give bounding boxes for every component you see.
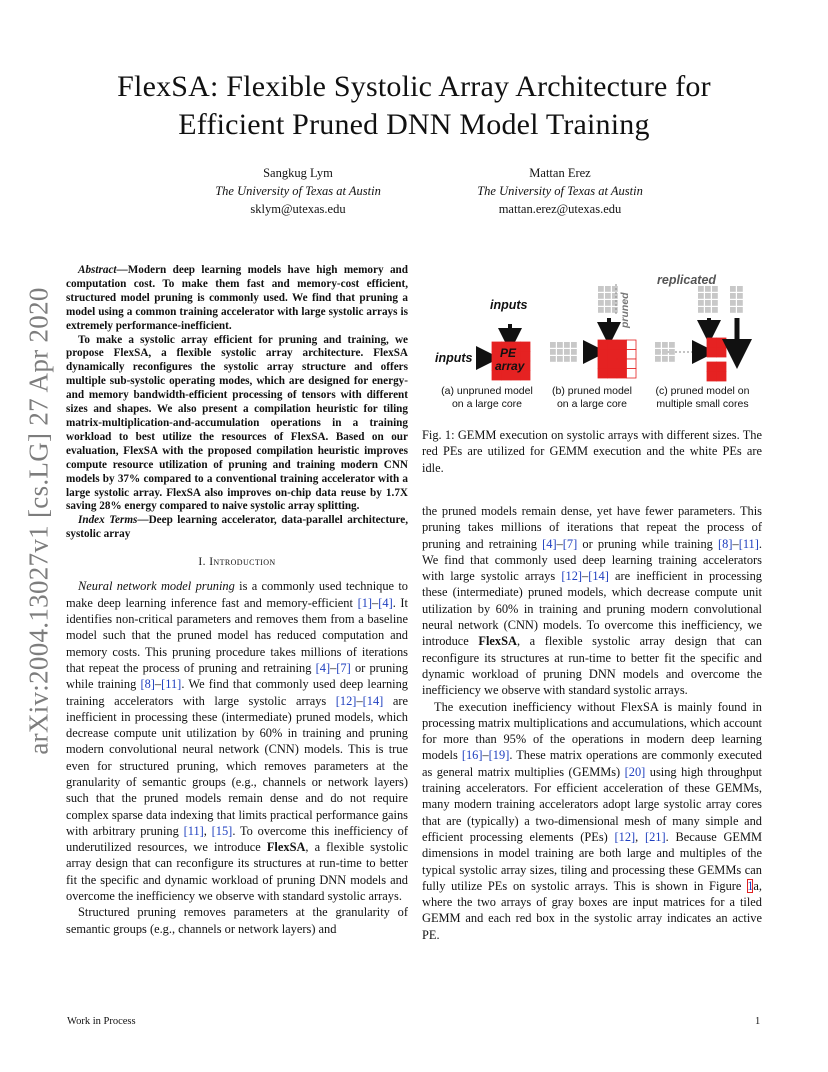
pe-cell <box>598 340 608 350</box>
index-terms-lead: Index Terms <box>78 514 138 527</box>
fig-label-b <box>542 385 642 411</box>
input-block-gray <box>598 307 604 313</box>
citation-link[interactable]: [4] <box>542 536 557 551</box>
citation-link[interactable]: [4] <box>315 660 331 675</box>
intro-paragraph-1 <box>66 578 408 904</box>
input-block-gray <box>612 293 618 299</box>
citation-link[interactable]: [12] <box>614 829 636 844</box>
text: . These matrix operations are commonly executed as general matrix multiplies (GEMMs) <box>422 748 762 779</box>
text: a, where the two arrays of gray boxes are input matrices for a tiled GEMM and each red box in the systolic array indicates an active PE. <box>422 878 762 942</box>
input-block-gray <box>730 300 736 306</box>
input-block-gray <box>605 286 611 292</box>
input-block-gray <box>557 356 563 362</box>
input-block-gray <box>598 293 604 299</box>
emphasis: Neural network model pruning <box>78 579 235 594</box>
figure-caption: Fig. 1: GEMM execution on systolic arrays with different sizes. The red PEs are utilized for GEMM execution and the white PEs are idle. <box>422 428 762 475</box>
input-block-gray <box>669 356 675 362</box>
text: – <box>732 536 739 551</box>
intro-paragraph-2: Structured pruning removes parameters at the granularity of semantic groups (e.g., channels or network layers) and <box>66 905 408 936</box>
text: – <box>356 693 363 708</box>
input-block-gray <box>662 342 668 348</box>
input-block-gray <box>655 356 661 362</box>
flexsa-bold: FlexSA <box>478 634 517 649</box>
input-block-gray <box>571 342 577 348</box>
input-block-gray <box>669 349 675 355</box>
text: . Because GEMM dimensions in model training are both large and multiples of the typical systolic array sizes, tiling and processing these GEMMs can fully utilize PEs on systolic arrays. This is shown in Figure <box>422 829 763 893</box>
author-email: mattan.erez@utexas.edu <box>498 202 622 216</box>
text: – <box>372 595 379 610</box>
fig-label-c <box>645 385 760 411</box>
text: or pruning while training <box>66 660 409 692</box>
paper-title <box>0 68 828 144</box>
label-line: (b) pruned model <box>552 385 632 397</box>
input-block-gray <box>598 286 604 292</box>
input-block-gray <box>571 349 577 355</box>
input-block-gray <box>571 356 577 362</box>
text: – <box>154 677 162 692</box>
input-block-gray <box>598 300 604 306</box>
input-block-gray <box>698 300 704 306</box>
footer-note: Work in Process <box>67 1016 136 1027</box>
text: – <box>556 536 563 551</box>
text: The execution inefficiency without FlexSA is mainly found in processing matrix multiplications and accumulations, which account for more than 95% of the operations in modern deep learning models <box>422 699 762 763</box>
text: using high throughput training accelerators. For efficient acceleration of these GEMMs, many modern training accelerators adopt large systolic array cores that are (typically) a two-dimensional mesh of many simple and efficient processing elements (PEs) <box>422 764 762 844</box>
input-block-gray <box>557 342 563 348</box>
input-block-gray <box>564 342 570 348</box>
text: are inefficient in processing these (intermediate) pruned models, which decrease compute unit utilization by 60% in training and pruning modern convolutional neural network (CNN) models. To overcome this inefficiency, we introduce <box>422 569 762 649</box>
text: , <box>203 823 212 838</box>
author-block-1 <box>168 164 428 218</box>
section-heading <box>66 554 408 570</box>
author-name: Sangkug Lym <box>263 166 333 180</box>
citation-link[interactable]: [1] <box>357 595 373 610</box>
citation-link[interactable]: [21] <box>644 829 666 844</box>
pe-cell <box>598 350 608 360</box>
pe-cell <box>627 359 637 369</box>
right-paragraph-2 <box>422 699 762 943</box>
citation-link[interactable]: [8] <box>718 536 733 551</box>
pe-cell-active <box>717 338 727 348</box>
text: , a flexible systolic array design that can reconfigure its structures at run-time to better fit the specific and dynamic workload of pruning DNN models and overcome the inefficiency we observe with standard systolic arrays. <box>422 634 762 698</box>
section-title: Introduction <box>209 556 276 569</box>
right-paragraph-1 <box>422 503 762 699</box>
figure-ref-link[interactable]: 1 <box>747 878 754 893</box>
input-block-gray <box>698 307 704 313</box>
text: , a flexible systolic array design that can reconfigure its structures at run-time to better fit the specific and dynamic workload of pruning DNN models and overcome the inefficiency we observe with standard systolic arrays. <box>66 840 408 904</box>
pe-cell <box>617 350 627 360</box>
left-column <box>66 264 408 937</box>
label-line: (c) pruned model on <box>655 385 750 397</box>
input-block-gray <box>605 307 611 313</box>
text: – <box>582 569 589 584</box>
text: is a commonly used technique to make deep learning inference fast and memory-efficient <box>66 579 408 610</box>
pe-cell <box>608 359 618 369</box>
text: are inefficient in processing these (intermediate) pruned models, which decrease compute unit utilization by 60% in training and pruning modern convolutional neural network (CNN) models. This is true even for structured pruning, which removes parameters at the granularity of semantic groups (e.g., channels or network layers) such that the pruned models remain dense and do not require complex sparse data indexing that limits practical performance gains with arbitrary pruning <box>66 693 408 838</box>
abstract <box>66 264 408 542</box>
input-block-gray <box>557 349 563 355</box>
page-number: 1 <box>755 1016 761 1027</box>
inputs-top-label: inputs <box>490 298 528 312</box>
array-label: array <box>495 359 525 373</box>
pe-cell <box>608 369 618 379</box>
citation-link[interactable]: [7] <box>562 536 578 551</box>
pe-cell-active <box>707 362 717 372</box>
input-block-gray <box>605 300 611 306</box>
pe-cell-active <box>707 372 717 382</box>
title-line-1: FlexSA: Flexible Systolic Array Architecture for <box>117 70 711 103</box>
flexsa-bold: FlexSA <box>266 840 306 855</box>
label-line: on a large core <box>556 398 628 410</box>
citation-link[interactable]: [12] <box>335 693 357 708</box>
input-block-gray <box>730 307 736 313</box>
input-block-gray <box>550 356 556 362</box>
citation-link[interactable]: [12] <box>561 569 583 584</box>
input-block-gray <box>737 286 743 292</box>
input-block-gray <box>705 307 711 313</box>
pe-cell <box>598 369 608 379</box>
pe-cell <box>617 340 627 350</box>
author-email: sklym@utexas.edu <box>250 202 346 216</box>
label-line: multiple small cores <box>656 398 749 410</box>
citation-link[interactable]: [14] <box>588 569 609 584</box>
pe-cell <box>617 359 627 369</box>
input-block-gray <box>730 286 736 292</box>
label-line: on a large core <box>451 398 523 410</box>
index-terms: —Deep learning accelerator, data-parallel architecture, systolic array <box>66 514 408 541</box>
citation-link[interactable]: [4] <box>378 595 393 610</box>
pruned-label: pruned <box>619 292 631 328</box>
pe-cell-active <box>707 338 717 348</box>
author-affiliation: The University of Texas at Austin <box>215 184 381 198</box>
label-line: (a) unpruned model <box>441 385 533 397</box>
pe-cell <box>627 350 637 360</box>
title-line-2: Efficient Pruned DNN Model Training <box>178 108 650 141</box>
citation-link[interactable]: [11] <box>161 677 182 692</box>
pe-cell-active <box>707 348 717 358</box>
citation-link[interactable]: [11] <box>738 536 759 551</box>
citation-link[interactable]: [19] <box>488 748 510 763</box>
text: the pruned models remain dense, yet have fewer parameters. This pruning takes millions of iterations that repeat the process of pruning and retraining <box>422 504 762 551</box>
input-block-gray <box>698 293 704 299</box>
input-block-gray <box>737 300 743 306</box>
input-block-gray <box>669 342 675 348</box>
abstract-lead: Abstract <box>78 264 117 276</box>
citation-link[interactable]: [16] <box>461 748 483 763</box>
text: – <box>330 660 337 675</box>
pe-label: PE <box>500 346 517 360</box>
citation-link[interactable]: [15] <box>211 823 233 838</box>
fig-label-a <box>432 385 542 411</box>
pe-cell-active <box>717 348 727 358</box>
pe-cell-active <box>521 342 531 352</box>
pe-cell <box>617 369 627 379</box>
right-column <box>422 503 762 943</box>
input-block-gray <box>550 349 556 355</box>
input-block-gray <box>564 356 570 362</box>
text: . We find that commonly used deep learning training accelerators with large systolic arrays <box>66 677 409 708</box>
input-block-gray <box>564 349 570 355</box>
citation-link[interactable]: [14] <box>362 693 384 708</box>
citation-link[interactable]: [20] <box>624 764 646 779</box>
pe-cell <box>608 350 618 360</box>
input-block-gray <box>655 342 661 348</box>
pe-cell-active <box>717 362 727 372</box>
citation-link[interactable]: [7] <box>336 660 351 675</box>
pe-cell <box>608 340 618 350</box>
input-block-gray <box>612 307 618 313</box>
input-block-gray <box>550 342 556 348</box>
pe-cell <box>627 369 637 379</box>
input-block-gray <box>712 300 718 306</box>
citation-link[interactable]: [11] <box>183 823 204 838</box>
input-block-gray <box>737 307 743 313</box>
inputs-left-label: inputs <box>435 351 473 365</box>
text: or pruning while training <box>577 536 719 551</box>
abstract-p1: —Modern deep learning models have high memory and computation cost. To make them fast and memory-cost efficient, structured model pruning is commonly used. We find that pruning a model using a common training accelerator with large systolic arrays is extremely performance-inefficient. <box>66 264 408 332</box>
pe-cell-active <box>717 372 727 382</box>
abstract-p2: To make a systolic array efficient for pruning and training, we propose FlexSA, a flexible systolic array architecture. FlexSA dynamically reconfigures the systolic array structure and offers multiple sub-systolic operating modes, which are designed for energy- and memory bandwidth-efficient processing of tensors with different sizes and shapes. We also present a compilation heuristic for tiling matrix-multiplication-and-accumulation operations in a training workload to best utilize the resources of FlexSA. Based on our evaluation, FlexSA with the proposed compilation heuristic improves compute resource utilization of pruning and training modern CNN models by 37% compared to a conventional training accelerator with a large systolic array. FlexSA also improves on-chip data reuse by 1.7X saving 28% energy compared to naive systolic array splitting. <box>66 333 408 513</box>
input-block-gray <box>705 300 711 306</box>
input-block-gray <box>612 286 618 292</box>
citation-link[interactable]: [8] <box>140 677 155 692</box>
input-block-gray <box>612 300 618 306</box>
author-block-2 <box>430 164 690 218</box>
input-block-gray <box>605 293 611 299</box>
input-block-gray <box>712 293 718 299</box>
arxiv-stamp <box>25 286 53 756</box>
input-block-gray <box>705 293 711 299</box>
pe-cell <box>598 359 608 369</box>
input-block-gray <box>662 349 668 355</box>
replicated-label: replicated <box>657 273 717 287</box>
input-block-gray <box>655 349 661 355</box>
input-block-gray <box>712 307 718 313</box>
text: . We find that commonly used deep learning training accelerators with large systolic arrays <box>422 536 762 584</box>
author-name: Mattan Erez <box>529 166 591 180</box>
text: , <box>635 829 645 844</box>
author-affiliation: The University of Texas at Austin <box>477 184 643 198</box>
input-block-gray <box>730 293 736 299</box>
section-numeral: I. <box>198 556 206 569</box>
text: . To overcome this inefficiency of underutilized resources, we introduce <box>66 823 408 855</box>
input-block-gray <box>662 356 668 362</box>
input-block-gray <box>737 293 743 299</box>
arxiv-stamp-text: arXiv:2004.13027v1 [cs.LG] 27 Apr 2020 <box>23 287 54 755</box>
pe-cell <box>627 340 637 350</box>
text: . It identifies non-critical parameters and removes them from a baseline model such that the pruned model has reduced computation and memory costs. This pruning procedure takes millions of iterations that repeat the process of pruning and retraining <box>66 595 409 675</box>
text: – <box>482 748 489 763</box>
